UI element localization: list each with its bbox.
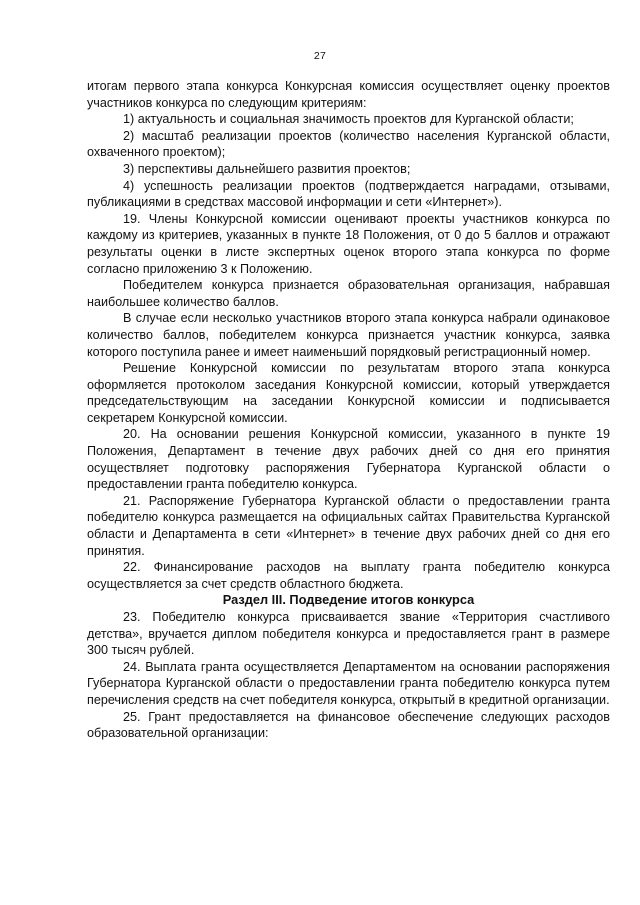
document-body xyxy=(87,78,610,742)
section-title: Раздел III. Подведение итогов конкурса xyxy=(222,592,475,608)
paragraph: 22. Финансирование расходов на выплату гранта победителю конкурса осуществляется за счет средств областного бюджета. xyxy=(87,560,610,591)
paragraph: 1) актуальность и социальная значимость проектов для Курганской области; xyxy=(123,112,574,127)
paragraph: 4) успешность реализации проектов (подтверждается наградами, отзывами, публикациями в средствах массовой информации и сети «Интернет»). xyxy=(87,178,610,210)
paragraph: 20. На основании решения Конкурсной комиссии, указанного в пункте 19 Положения, Департамент в течение двух рабочих дней со дня его принятия осуществляет подготовку распоряжения Губернатора Курганской области о предоставлении гранта победителю конкурса. xyxy=(87,427,610,492)
paragraph: 2) масштаб реализации проектов (количество населения Курганской области, охваченного проектом); xyxy=(87,128,610,160)
paragraph: итогам первого этапа конкурса Конкурсная комиссия осуществляет оценку проектов участников конкурса по следующим критериям: xyxy=(87,79,610,110)
paragraph: Решение Конкурсной комиссии по результатам второго этапа конкурса оформляется протоколом заседания Конкурсной комиссии, который утверждается председательствующим на заседании Конкурсной комиссии и подписывается секретарем Конкурсной комиссии. xyxy=(87,361,610,425)
paragraph: 19. Члены Конкурсной комиссии оценивают проекты участников конкурса по каждому из критериев, указанных в пункте 18 Положения, от 0 до 5 баллов и отражают результаты оценки в листе экспертных оценок второго этапа конкурса по форме согласно приложению 3 к Положению. xyxy=(87,211,610,276)
paragraphs-top xyxy=(87,78,610,592)
paragraph: 23. Победителю конкурса присваивается звание «Территория счастливого детства», вручается диплом победителя конкурса и предоставляется грант в размере 300 тысяч рублей. xyxy=(87,610,610,658)
paragraph: Победителем конкурса признается образовательная организация, набравшая наибольшее количество баллов. xyxy=(87,278,610,309)
paragraph: 25. Грант предоставляется на финансовое обеспечение следующих расходов образовательной организации: xyxy=(87,709,610,741)
paragraph: 24. Выплата гранта осуществляется Департаментом на основании распоряжения Губернатора Курганской области о предоставлении гранта победителю конкурса путем перечисления средств на счет победителя конкурса, открытый в кредитной организации. xyxy=(87,659,610,707)
paragraph: 21. Распоряжение Губернатора Курганской области о предоставлении гранта победителю конкурса размещается на официальных сайтах Правительства Курганской области и Департамента в сети «Интернет» в течение двух рабочих дней со дня его принятия. xyxy=(87,493,610,558)
page-number: 27 xyxy=(313,50,327,62)
paragraphs-bottom xyxy=(87,609,610,742)
paragraph: В случае если несколько участников второго этапа конкурса набрали одинаковое количество баллов, победителем конкурса признается участник конкурса, заявка которого поступила ранее и имеет наименьший порядковый регистрационный номер. xyxy=(87,311,610,359)
paragraph: 3) перспективы дальнейшего развития проектов; xyxy=(123,161,411,176)
